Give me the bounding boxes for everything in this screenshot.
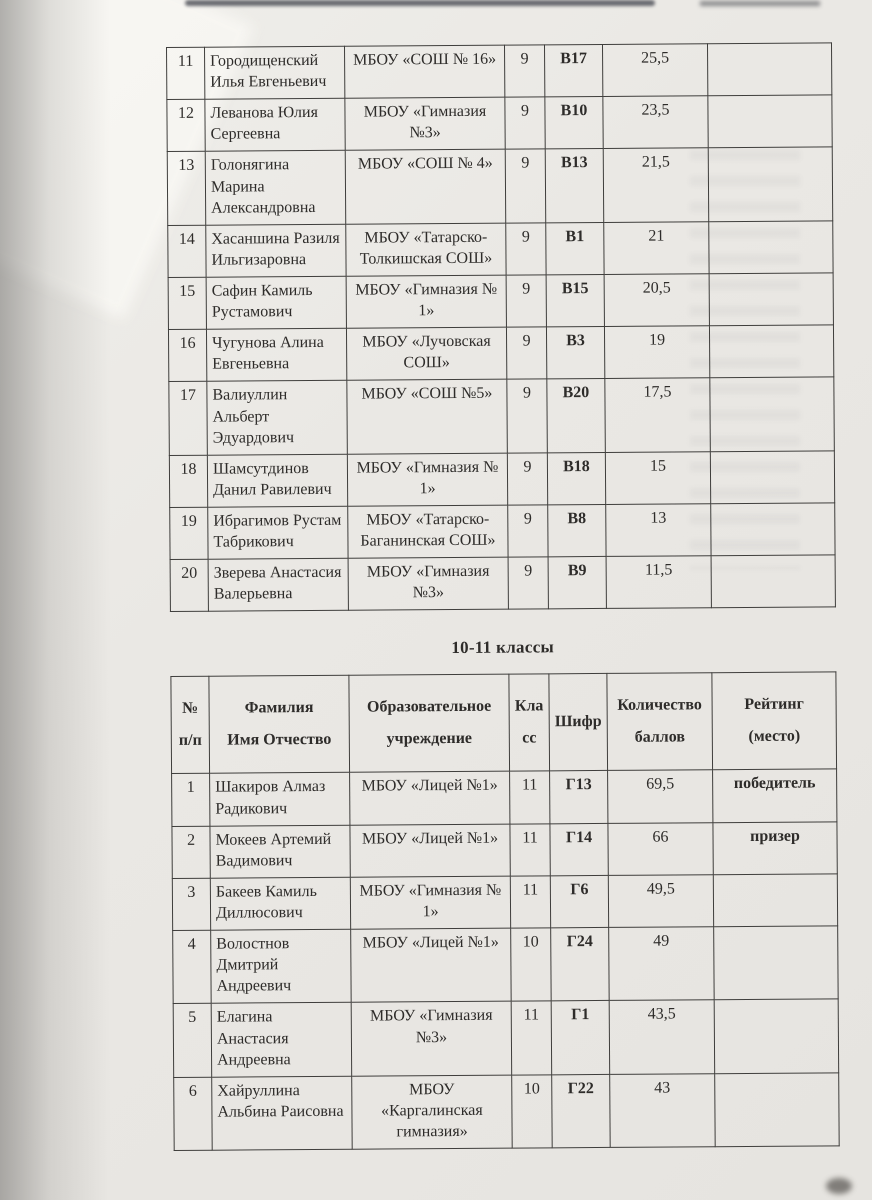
table-row — [167, 43, 832, 100]
score-cell: 25,5 — [602, 44, 707, 97]
row-number-cell: 13 — [167, 152, 206, 226]
rating-cell — [709, 221, 833, 274]
participant-name-cell: Волостнов Дмитрий Андреевич — [211, 929, 352, 1003]
table-row — [168, 325, 833, 382]
cipher-code-cell: Г1 — [551, 1001, 610, 1075]
grade-cell: 10 — [512, 1075, 553, 1149]
cipher-code-cell: В20 — [547, 379, 606, 453]
table-row — [167, 147, 832, 225]
score-cell: 17,5 — [605, 378, 711, 452]
school-cell: МБОУ «Гимназия №3» — [348, 557, 508, 610]
rating-cell — [707, 43, 831, 96]
table-row — [169, 377, 834, 455]
table-header-row — [171, 672, 837, 774]
grade-cell: 9 — [508, 505, 548, 557]
school-cell: МБОУ «Татарско-Толкишская СОШ» — [346, 223, 506, 276]
scan-corner-mark — [826, 1178, 852, 1194]
school-cell: МБОУ «СОШ №5» — [347, 380, 508, 454]
row-number-cell: 2 — [172, 826, 210, 878]
header-row-number: № п/п — [171, 677, 210, 774]
scan-top-artifact-2 — [700, 1, 820, 6]
grade-cell: 11 — [510, 876, 550, 928]
table-row — [169, 451, 834, 508]
rating-cell — [715, 1073, 840, 1147]
participant-name-cell: Хасаншина Разиля Ильгизаровна — [206, 224, 346, 277]
cipher-code-cell: В10 — [545, 97, 603, 150]
rating-cell — [709, 273, 833, 326]
row-number-cell: 11 — [167, 47, 205, 99]
rating-cell — [711, 503, 835, 556]
grade-cell: 9 — [505, 149, 546, 223]
cipher-code-cell: Г22 — [552, 1074, 611, 1148]
header-score: Количество баллов — [607, 673, 713, 771]
participant-name-cell: Бакеев Камиль Диллюсович — [210, 877, 350, 930]
row-number-cell: 15 — [168, 277, 206, 329]
row-number-cell: 3 — [172, 878, 210, 930]
participant-name-cell: Леванова Юлия Сергеевна — [205, 98, 345, 151]
table-row — [173, 999, 838, 1077]
table-row — [170, 503, 835, 560]
row-number-cell: 18 — [169, 455, 207, 507]
school-cell: МБОУ «Гимназия № 1» — [347, 453, 507, 506]
grade-cell: 9 — [506, 223, 546, 275]
grade-cell: 11 — [511, 1001, 552, 1075]
table-row — [172, 769, 837, 826]
table-row — [172, 874, 837, 931]
school-cell: МБОУ «Лучовская СОШ» — [346, 327, 506, 380]
cipher-code-cell: В3 — [546, 327, 604, 380]
score-cell: 23,5 — [603, 96, 708, 149]
grade-cell: 9 — [507, 379, 548, 453]
table-row — [174, 1073, 839, 1151]
cipher-code-cell: В18 — [547, 452, 605, 505]
row-number-cell: 17 — [169, 382, 208, 456]
score-cell: 43 — [610, 1073, 716, 1147]
scan-left-shadow — [0, 0, 110, 1200]
school-cell: МБОУ «Лицей №1» — [350, 824, 510, 877]
school-cell: МБОУ «Гимназия №3» — [345, 97, 505, 150]
cipher-code-cell: В8 — [548, 504, 606, 557]
score-cell: 43,5 — [609, 1000, 715, 1074]
row-number-cell: 16 — [168, 329, 206, 381]
grade-cell: 11 — [510, 771, 550, 823]
participant-name-cell: Городищенский Илья Евгеньевич — [205, 46, 345, 99]
school-cell: МБОУ «Каргалинская гимназия» — [352, 1075, 513, 1149]
participant-name-cell: Хайруллина Альбина Раисовна — [212, 1076, 353, 1150]
score-cell: 11,5 — [606, 556, 711, 609]
cipher-code-cell: В9 — [548, 557, 606, 610]
participant-name-cell: Ибрагимов Рустам Табрикович — [208, 506, 348, 559]
row-number-cell: 14 — [168, 225, 206, 277]
score-cell: 13 — [606, 504, 711, 557]
rating-cell — [708, 95, 832, 148]
table-row — [170, 555, 835, 612]
row-number-cell: 19 — [170, 507, 208, 559]
rating-cell — [708, 147, 833, 221]
school-cell: МБОУ «СОШ № 16» — [344, 45, 504, 98]
participant-name-cell: Мокеев Артемий Вадимович — [210, 825, 350, 878]
school-cell: МБОУ «Лицей №1» — [351, 928, 512, 1002]
cipher-code-cell: В17 — [544, 44, 602, 97]
score-cell: 66 — [608, 822, 713, 875]
cipher-code-cell: Г6 — [550, 875, 608, 928]
row-number-cell: 4 — [173, 930, 212, 1004]
score-cell: 19 — [604, 326, 709, 379]
cipher-code-cell: Г14 — [550, 823, 608, 876]
score-cell: 49,5 — [608, 875, 713, 928]
table-row — [173, 926, 838, 1004]
participant-name-cell: Чугунова Алина Евгеньевна — [206, 328, 346, 381]
section-heading-grades-10-11: 10-11 классы — [451, 637, 555, 658]
grade-cell: 9 — [506, 275, 546, 327]
participant-name-cell: Голонягина Марина Александровна — [205, 151, 346, 225]
score-cell: 21 — [604, 221, 709, 274]
table-row — [172, 821, 837, 878]
cipher-code-cell: В13 — [545, 149, 604, 223]
school-cell: МБОУ «СОШ № 4» — [345, 150, 506, 224]
row-number-cell: 5 — [173, 1004, 212, 1078]
rating-cell: победитель — [713, 769, 837, 822]
rating-cell — [710, 377, 835, 451]
score-cell: 15 — [605, 451, 710, 504]
grade-cell: 9 — [504, 45, 544, 97]
school-cell: МБОУ «Гимназия № 1» — [346, 275, 506, 328]
rating-cell — [710, 451, 834, 504]
rating-cell — [713, 874, 837, 927]
score-cell: 21,5 — [603, 148, 709, 222]
table-row — [168, 273, 833, 330]
rating-cell: призер — [713, 821, 837, 874]
grade-cell: 9 — [508, 557, 548, 609]
header-name: Фамилия Имя Отчество — [209, 676, 350, 774]
score-cell: 69,5 — [608, 770, 713, 823]
document-content — [166, 42, 839, 1151]
participant-name-cell: Шакиров Алмаз Радикович — [210, 773, 350, 826]
table-row — [168, 221, 833, 278]
results-table-grades-10-11 — [170, 672, 839, 1151]
rating-cell — [714, 926, 839, 1000]
grade-cell: 9 — [506, 327, 546, 379]
row-number-cell: 6 — [174, 1077, 213, 1151]
row-number-cell: 20 — [170, 559, 208, 611]
cipher-code-cell: В15 — [546, 274, 604, 327]
participant-name-cell: Валиуллин Альберт Эдуардович — [207, 381, 348, 455]
score-cell: 49 — [609, 927, 715, 1001]
school-cell: МБОУ «Татарско-Баганинская СОШ» — [348, 505, 508, 558]
header-cipher: Шифр — [549, 674, 608, 771]
participant-name-cell: Зверева Анастасия Валерьевна — [208, 558, 348, 611]
cipher-code-cell: В1 — [546, 222, 604, 275]
school-cell: МБОУ «Гимназия №3» — [351, 1002, 512, 1076]
table-row — [167, 95, 832, 152]
school-cell: МБОУ «Гимназия № 1» — [350, 876, 510, 929]
participant-name-cell: Шамсутдинов Данил Равилевич — [207, 454, 347, 507]
score-cell: 20,5 — [604, 274, 709, 327]
participant-name-cell: Сафин Камиль Рустамович — [206, 276, 346, 329]
grade-cell: 11 — [510, 823, 550, 875]
header-rating: Рейтинг (место) — [712, 672, 837, 770]
rating-cell — [709, 325, 833, 378]
header-grade: Класс — [509, 674, 550, 771]
grade-cell: 9 — [507, 453, 547, 505]
cipher-code-cell: Г24 — [551, 927, 610, 1001]
row-number-cell: 1 — [172, 774, 210, 826]
grade-cell: 9 — [505, 97, 545, 149]
row-number-cell: 12 — [167, 99, 205, 151]
cipher-code-cell: Г13 — [550, 771, 608, 824]
grade-cell: 10 — [511, 928, 552, 1002]
header-school: Образовательное учреждение — [349, 675, 510, 773]
school-cell: МБОУ «Лицей №1» — [350, 772, 510, 825]
participant-name-cell: Елагина Анастасия Андреевна — [211, 1003, 352, 1077]
rating-cell — [714, 999, 839, 1073]
scan-top-artifact — [185, 0, 655, 6]
results-table-grade-9 — [166, 42, 836, 612]
rating-cell — [711, 555, 835, 608]
